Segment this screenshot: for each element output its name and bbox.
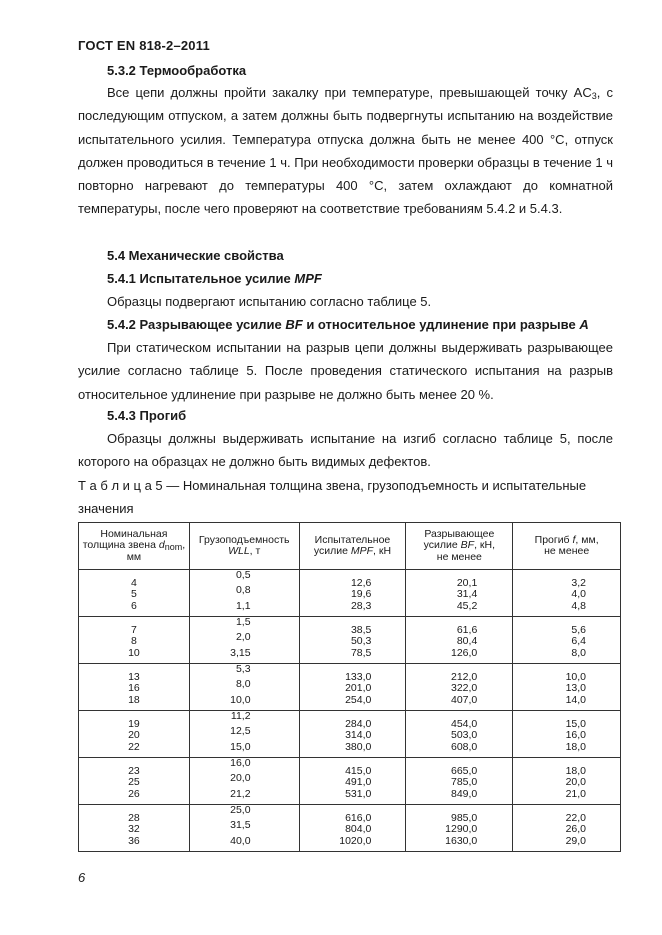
cell-value: 8 bbox=[130, 635, 137, 648]
cell-deflection bbox=[513, 664, 621, 711]
cell-value: 454,0 bbox=[451, 718, 478, 730]
table-row bbox=[79, 711, 621, 758]
cell-breaking-force bbox=[406, 664, 513, 711]
cell-value: 608,0 bbox=[451, 740, 478, 753]
cell-value: 665,0 bbox=[451, 765, 478, 777]
cell-value: 7 bbox=[130, 624, 137, 636]
cell-value: 3,15 bbox=[230, 646, 251, 659]
cell-value: 36 bbox=[128, 834, 140, 847]
section-5-4-2-title: 5.4.2 Разрывающее усилие BF и относительное удлинение при разрыве A bbox=[107, 317, 589, 332]
table-row bbox=[79, 758, 621, 805]
cell-proof-force bbox=[299, 664, 406, 711]
cell-value: 1020,0 bbox=[339, 834, 372, 847]
cell-value: 32 bbox=[128, 823, 140, 836]
cell-value: 26,0 bbox=[565, 823, 586, 836]
cell-value: 133,0 bbox=[345, 671, 372, 683]
cell-proof-force bbox=[299, 805, 406, 852]
cell-value: 126,0 bbox=[451, 646, 478, 659]
cell-value: 26 bbox=[128, 787, 140, 800]
cell-value: 616,0 bbox=[345, 812, 372, 824]
cell-value: 61,6 bbox=[456, 624, 478, 636]
cell-value: 531,0 bbox=[345, 787, 372, 800]
cell-deflection bbox=[513, 711, 621, 758]
section-5-4-1-title: 5.4.1 Испытательное усилие MPF bbox=[107, 271, 322, 286]
table-header-row bbox=[79, 523, 621, 570]
cell-value: 80,4 bbox=[456, 635, 478, 648]
cell-value: 23 bbox=[128, 765, 140, 777]
page-number: 6 bbox=[78, 870, 86, 885]
cell-value: 18 bbox=[128, 693, 140, 706]
cell-value: 16 bbox=[128, 682, 140, 695]
cell-value: 380,0 bbox=[345, 740, 372, 753]
cell-value: 8,0 bbox=[571, 646, 586, 659]
section-5-3-2-text: Все цепи должны пройти закалку при температуре, превышающей точку $AC_3$, с последующим отпуском, а затем должны быть подвергнуты испытанию на воздействие испытательного усилия. Температура отпуска должна быть не менее 400 °С, отпуск должен проводиться в течение 1 ч. При необходимости проверки образцы в течение 1 ч повторно нагревают до температуры 400 °С, затем охлаждают до комнатной температуры, после чего проверяют на соответствие требованиям 5.4.2 и 5.4.3. bbox=[78, 85, 613, 217]
cell-value: 6 bbox=[130, 599, 137, 612]
cell-nominal-thickness bbox=[79, 711, 190, 758]
cell-working-load-limit bbox=[189, 758, 299, 805]
cell-value: 19 bbox=[128, 718, 140, 730]
cell-value: 21,0 bbox=[565, 787, 586, 800]
cell-value: 785,0 bbox=[451, 776, 478, 789]
cell-value: 1290,0 bbox=[445, 823, 478, 836]
cell-value: 10,0 bbox=[565, 671, 586, 683]
cell-value: 19,6 bbox=[350, 588, 372, 601]
cell-value: 407,0 bbox=[451, 693, 478, 706]
cell-nominal-thickness bbox=[79, 617, 190, 664]
cell-value: 8,0 bbox=[235, 678, 251, 691]
cell-working-load-limit bbox=[189, 570, 299, 617]
section-5-4-3-text: Образцы должны выдерживать испытание на изгиб согласно таблице 5, после которого на образцах не должно быть видимых дефектов. bbox=[78, 431, 613, 470]
cell-working-load-limit bbox=[189, 664, 299, 711]
cell-value: 21,2 bbox=[230, 787, 251, 800]
cell-nominal-thickness bbox=[79, 664, 190, 711]
cell-value: 1630,0 bbox=[445, 834, 478, 847]
cell-breaking-force bbox=[406, 711, 513, 758]
cell-value: 15,0 bbox=[230, 740, 251, 753]
cell-proof-force bbox=[299, 758, 406, 805]
table-5-caption-continued: значения bbox=[78, 501, 134, 516]
cell-value: 11,2 bbox=[230, 710, 251, 722]
cell-value: 10 bbox=[128, 646, 140, 659]
cell-deflection bbox=[513, 617, 621, 664]
cell-nominal-thickness bbox=[79, 805, 190, 852]
cell-breaking-force bbox=[406, 570, 513, 617]
table-5 bbox=[78, 522, 621, 852]
section-5-3-2-title: 5.3.2 Термообработка bbox=[107, 63, 247, 78]
cell-value: 5,6 bbox=[571, 624, 586, 636]
cell-value: 18,0 bbox=[565, 740, 586, 753]
header-deflection: Прогиб f, мм, не менее bbox=[513, 523, 621, 570]
table-5-caption: Т а б л и ц а 5 — Номинальная толщина звена, грузоподъемность и испытательные bbox=[78, 478, 587, 493]
cell-value: 25 bbox=[128, 776, 140, 789]
cell-breaking-force bbox=[406, 758, 513, 805]
table-row bbox=[79, 805, 621, 852]
cell-value: 314,0 bbox=[345, 729, 372, 742]
cell-value: 38,5 bbox=[350, 624, 372, 636]
cell-deflection bbox=[513, 805, 621, 852]
cell-value: 20 bbox=[128, 729, 140, 742]
cell-value: 45,2 bbox=[456, 599, 478, 612]
cell-value: 25,0 bbox=[230, 804, 251, 816]
cell-value: 12,5 bbox=[230, 725, 251, 738]
cell-value: 22 bbox=[128, 740, 140, 753]
cell-value: 254,0 bbox=[345, 693, 372, 706]
cell-value: 18,0 bbox=[565, 765, 586, 777]
cell-value: 31,4 bbox=[456, 588, 478, 601]
cell-working-load-limit bbox=[189, 711, 299, 758]
cell-value: 10,0 bbox=[230, 693, 251, 706]
cell-value: 1,5 bbox=[235, 616, 251, 628]
cell-value: 14,0 bbox=[565, 693, 586, 706]
cell-working-load-limit bbox=[189, 805, 299, 852]
cell-value: 503,0 bbox=[451, 729, 478, 742]
cell-value: 491,0 bbox=[345, 776, 372, 789]
cell-proof-force bbox=[299, 711, 406, 758]
cell-value: 12,6 bbox=[350, 577, 372, 589]
cell-value: 985,0 bbox=[451, 812, 478, 824]
cell-value: 28 bbox=[128, 812, 140, 824]
cell-value: 22,0 bbox=[565, 812, 586, 824]
cell-value: 1,1 bbox=[235, 599, 251, 612]
document-code: ГОСТ EN 818-2–2011 bbox=[78, 38, 210, 53]
cell-working-load-limit bbox=[189, 617, 299, 664]
section-5-4-1-text: Образцы подвергают испытанию согласно таблице 5. bbox=[107, 294, 432, 309]
cell-deflection bbox=[513, 570, 621, 617]
cell-value: 28,3 bbox=[350, 599, 372, 612]
header-nominal-thickness: Номинальная толщина звена $d_{nom}$, мм bbox=[79, 523, 190, 570]
cell-value: 15,0 bbox=[565, 718, 586, 730]
cell-value: 4,0 bbox=[571, 588, 586, 601]
section-5-4-2-text: При статическом испытании на разрыв цепи должны выдерживать разрывающее усилие согласно таблице 5. После проведения статического испытания на разрыв относительное удлинение при разрыве не должно быть менее 20 %. bbox=[78, 340, 613, 402]
header-working-load-limit: Грузоподъемность WLL, т bbox=[189, 523, 299, 570]
cell-value: 6,4 bbox=[571, 635, 586, 648]
cell-value: 29,0 bbox=[565, 834, 586, 847]
cell-value: 849,0 bbox=[451, 787, 478, 800]
cell-value: 5,3 bbox=[235, 663, 251, 675]
cell-proof-force bbox=[299, 570, 406, 617]
table-row bbox=[79, 570, 621, 617]
cell-value: 5 bbox=[130, 588, 137, 601]
table-row bbox=[79, 617, 621, 664]
cell-value: 20,1 bbox=[456, 577, 478, 589]
cell-value: 78,5 bbox=[350, 646, 372, 659]
cell-value: 31,5 bbox=[230, 819, 251, 832]
cell-value: 322,0 bbox=[451, 682, 478, 695]
section-5-4-3-title: 5.4.3 Прогиб bbox=[107, 408, 187, 423]
cell-value: 20,0 bbox=[230, 772, 251, 785]
cell-value: 4 bbox=[130, 577, 137, 589]
section-5-4-title: 5.4 Механические свойства bbox=[107, 248, 284, 263]
cell-value: 16,0 bbox=[230, 757, 251, 769]
cell-nominal-thickness bbox=[79, 570, 190, 617]
cell-breaking-force bbox=[406, 617, 513, 664]
cell-value: 415,0 bbox=[345, 765, 372, 777]
cell-value: 3,2 bbox=[571, 577, 586, 589]
cell-value: 13 bbox=[128, 671, 140, 683]
cell-value: 16,0 bbox=[565, 729, 586, 742]
cell-nominal-thickness bbox=[79, 758, 190, 805]
table-row bbox=[79, 664, 621, 711]
cell-value: 4,8 bbox=[571, 599, 586, 612]
cell-deflection bbox=[513, 758, 621, 805]
cell-value: 804,0 bbox=[345, 823, 372, 836]
cell-value: 2,0 bbox=[235, 631, 251, 644]
cell-proof-force bbox=[299, 617, 406, 664]
cell-breaking-force bbox=[406, 805, 513, 852]
cell-value: 201,0 bbox=[345, 682, 372, 695]
cell-value: 0,5 bbox=[235, 569, 251, 581]
cell-value: 40,0 bbox=[230, 834, 251, 847]
cell-value: 212,0 bbox=[451, 671, 478, 683]
cell-value: 284,0 bbox=[345, 718, 372, 730]
cell-value: 20,0 bbox=[565, 776, 586, 789]
header-proof-force: Испытательное усилие MPF, кН bbox=[299, 523, 406, 570]
cell-value: 13,0 bbox=[565, 682, 586, 695]
cell-value: 0,8 bbox=[235, 584, 251, 597]
header-breaking-force: Разрывающее усилие BF, кН, не менее bbox=[406, 523, 513, 570]
cell-value: 50,3 bbox=[350, 635, 372, 648]
